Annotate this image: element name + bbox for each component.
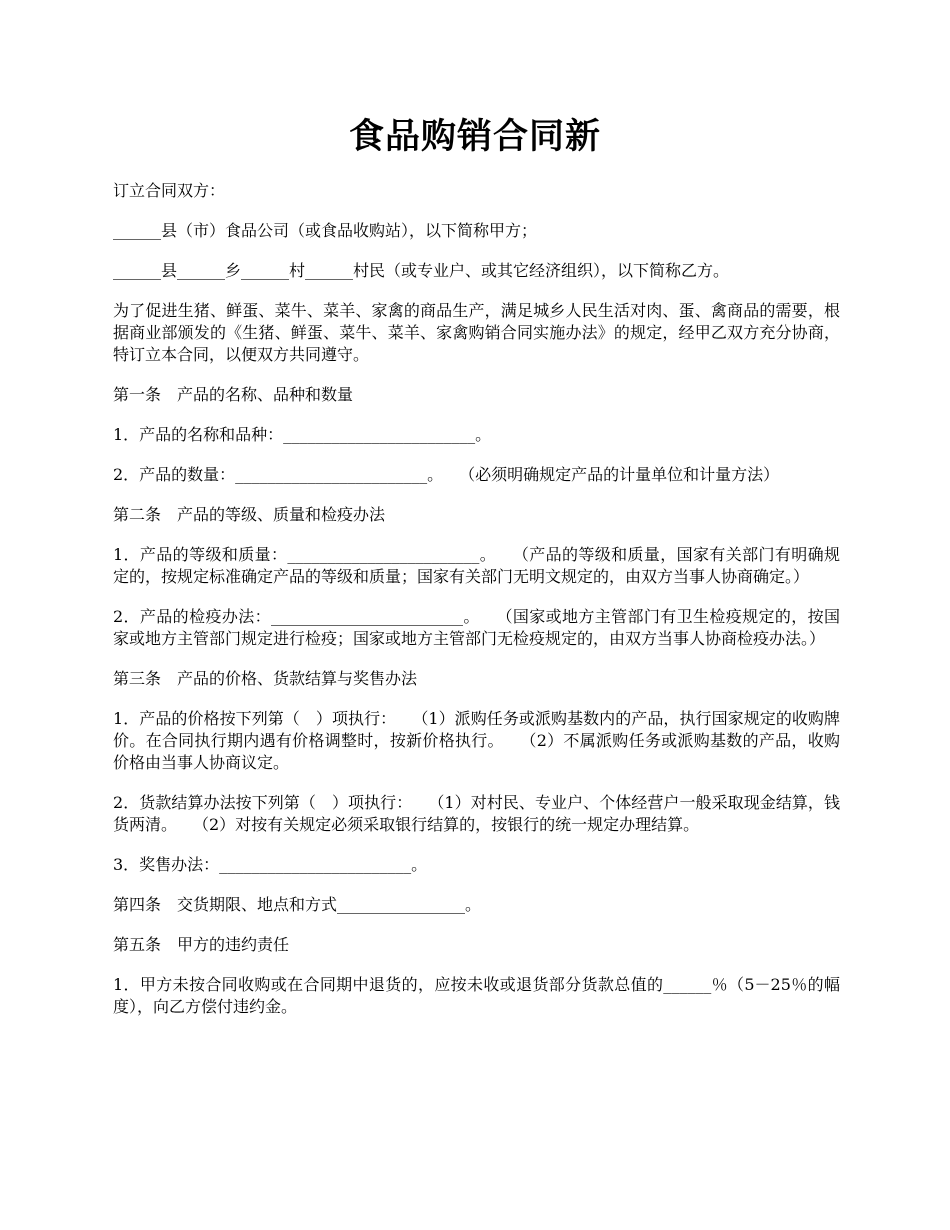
article-3-item-2: 2．货款结算办法按下列第（ ）项执行： （1）对村民、专业户、个体经营户一般采取现金结算，钱货两清。 （2）对按有关规定必须采取银行结算的，按银行的统一规定办理结算。	[113, 793, 840, 834]
article-5-heading: 第五条 甲方的违约责任	[113, 935, 290, 954]
article-5-item-1: 1．甲方未按合同收购或在合同期中退货的，应按未收或退货部分货款总值的______％（5－25％的幅度），向乙方偿付违约金。	[113, 975, 840, 1016]
paragraph-parties-intro: 订立合同双方：	[113, 181, 226, 200]
article-1-heading: 第一条 产品的名称、品种和数量	[113, 385, 354, 404]
article-2-item-2: 2．产品的检疫办法：________________________。 （国家或地方主管部门有卫生检疫规定的，按国家或地方主管部门规定进行检疫；国家或地方主管部门无检疫规定的，由双方当事人协商检疫办法。）	[113, 607, 840, 648]
article-3-heading: 第三条 产品的价格、货款结算与奖售办法	[113, 669, 418, 688]
paragraph-party-b: ______县______乡______村______村民（或专业户、或其它经济组织），以下简称乙方。	[113, 261, 730, 280]
document-title: 食品购销合同新	[348, 116, 601, 157]
article-1-item-2: 2．产品的数量：________________________。 （必须明确规定产品的计量单位和计量方法）	[113, 465, 780, 484]
article-2-item-1: 1．产品的等级和质量：________________________。 （产品的等级和质量，国家有关部门有明确规定的，按规定标准确定产品的等级和质量；国家有关部门无明文规定的，由双方当事人协商确定。）	[113, 545, 840, 586]
article-1-item-1: 1．产品的名称和品种：________________________。	[113, 425, 492, 444]
article-3-item-1: 1．产品的价格按下列第（ ）项执行： （1）派购任务或派购基数内的产品，执行国家规定的收购牌价。在合同执行期内遇有价格调整时，按新价格执行。 （2）不属派购任务或派购基数的产品，收购价格由当事人协商议定。	[113, 709, 840, 772]
article-3-item-3: 3．奖售办法：________________________。	[113, 855, 428, 874]
article-4-heading: 第四条 交货期限、地点和方式________________。	[113, 895, 482, 914]
paragraph-party-a: ______县（市）食品公司（或食品收购站），以下简称甲方；	[113, 221, 538, 240]
article-2-heading: 第二条 产品的等级、质量和检疫办法	[113, 505, 386, 524]
document-body	[113, 180, 840, 1036]
paragraph-preamble: 为了促进生猪、鲜蛋、菜牛、菜羊、家禽的商品生产，满足城乡人民生活对肉、蛋、禽商品的需要，根据商业部颁发的《生猪、鲜蛋、菜牛、菜羊、家禽购销合同实施办法》的规定，经甲乙双方充分协商，特订立本合同，以便双方共同遵守。	[113, 301, 840, 364]
